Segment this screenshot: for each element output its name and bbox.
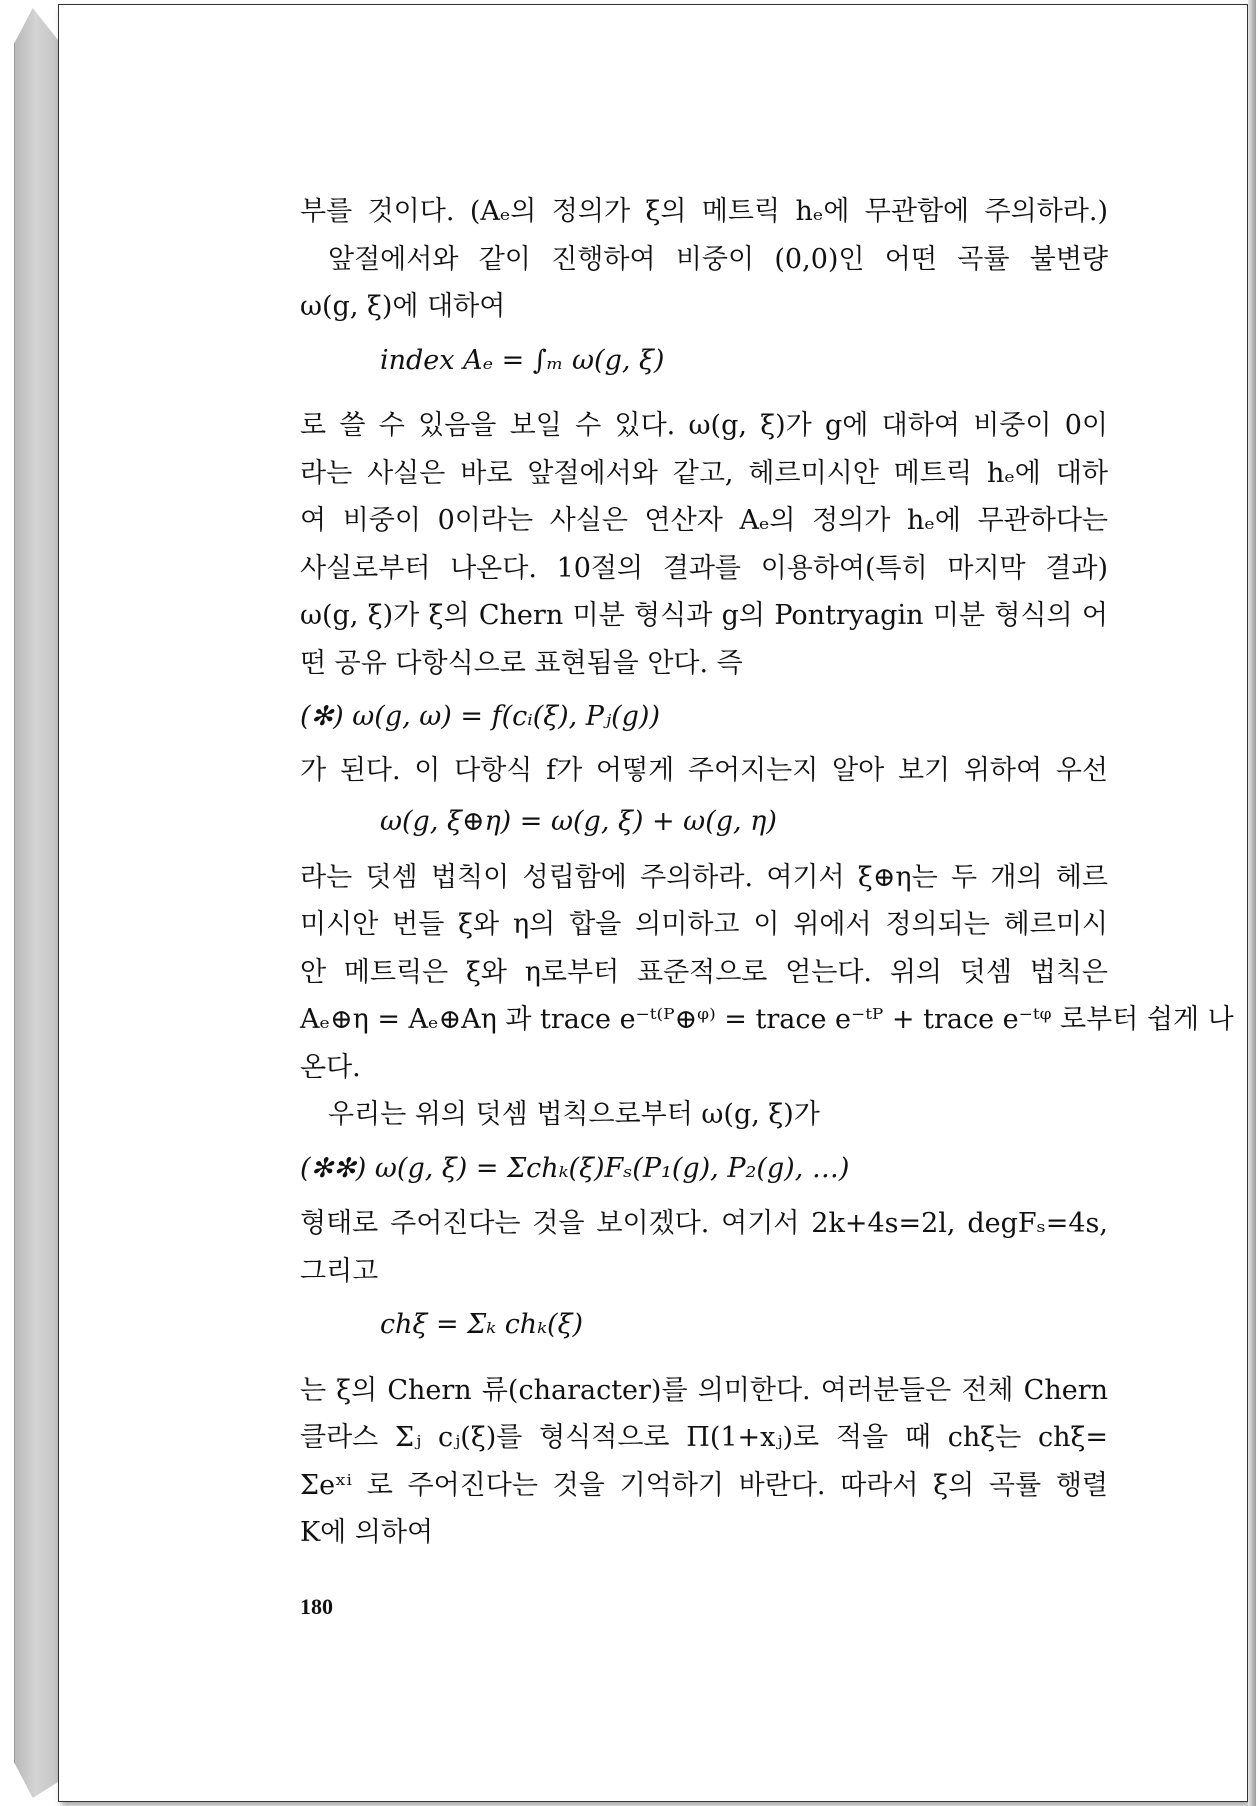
text-line: 클라스 Σⱼ cⱼ(ξ)를 형식적으로 Π(1+xⱼ)로 적을 때 chξ는 chξ= [300, 1422, 1108, 1453]
text-line: K에 의하여 [300, 1517, 434, 1548]
text-line: 앞절에서와 같이 진행하여 비중이 (0,0)인 어떤 곡률 불변량 [328, 243, 1108, 275]
text-line: ω(g, ξ)가 ξ의 Chern 미분 형식과 g의 Pontryagin 미분 형식의 어 [300, 600, 1108, 631]
text-line: 가 된다. 이 다항식 f가 어떻게 주어지는지 알아 보기 위하여 우선 [300, 754, 1108, 786]
text-line: 안 메트릭은 ξ와 η로부터 표준적으로 얻는다. 위의 덧셈 법칙은 [300, 956, 1108, 988]
text-line: 라는 사실은 바로 앞절에서와 같고, 헤르미시안 메트릭 hₑ에 대하 [300, 457, 1108, 489]
text-line: 여 비중이 0이라는 사실은 연산자 Aₑ의 정의가 hₑ에 무관하다는 [300, 505, 1108, 536]
text-line: 는 ξ의 Chern 류(character)를 의미한다. 여러분들은 전체 Chern [300, 1374, 1108, 1406]
formula-double-star: (✻✻) ω(g, ξ) = Σchₖ(ξ)Fₛ(P₁(g), P₂(g), …) [300, 1152, 850, 1184]
formula-chern-character: chξ = Σₖ chₖ(ξ) [380, 1309, 583, 1340]
text-line: 미시안 번들 ξ와 η의 합을 의미하고 이 위에서 정의되는 헤르미시 [300, 909, 1108, 940]
text-line: 로 쓸 수 있음을 보일 수 있다. ω(g, ξ)가 g에 대하여 비중이 0이 [300, 410, 1108, 441]
page-body [300, 188, 1234, 1557]
text-line: Aₑ⊕η = Aₑ⊕Aη 과 trace e⁻ᵗ⁽ᴾ⊕ᵠ⁾ = trace e⁻ᵗᴾ + trace e⁻ᵗᵠ 로부터 쉽게 나 [300, 1004, 1234, 1035]
text-line: 온다. [300, 1051, 361, 1083]
formula-star: (✻) ω(g, ω) = f(cᵢ(ξ), Pⱼ(g)) [300, 701, 660, 732]
text-line: Σeˣⁱ 로 주어진다는 것을 기억하기 바란다. 따라서 ξ의 곡률 행렬 [300, 1469, 1108, 1501]
text-line: ω(g, ξ)에 대하여 [300, 291, 506, 322]
text-line: 떤 공유 다항식으로 표현됨을 안다. 즉 [300, 647, 743, 679]
text-line: 라는 덧셈 법칙이 성립함에 주의하라. 여기서 ξ⊕η는 두 개의 헤르 [300, 861, 1108, 893]
formula-index: index Aₑ = ∫ₘ ω(g, ξ) [380, 344, 665, 376]
text-line: 부를 것이다. (Aₑ의 정의가 ξ의 메트릭 hₑ에 무관함에 주의하라.) [300, 196, 1108, 227]
page-number: 180 [300, 1594, 333, 1619]
book-spine [14, 8, 61, 1798]
formula-additivity: ω(g, ξ⊕η) = ω(g, ξ) + ω(g, η) [380, 806, 777, 837]
text-line: 우리는 위의 덧셈 법칙으로부터 ω(g, ξ)가 [328, 1099, 820, 1130]
text-line: 사실로부터 나온다. 10절의 결과를 이용하여(특히 마지막 결과) [300, 552, 1108, 584]
page-edge [1248, 0, 1256, 1806]
text-line: 그리고 [300, 1255, 379, 1287]
text-line: 형태로 주어진다는 것을 보이겠다. 여기서 2k+4s=2l, degFₛ=4s, [300, 1208, 1108, 1239]
